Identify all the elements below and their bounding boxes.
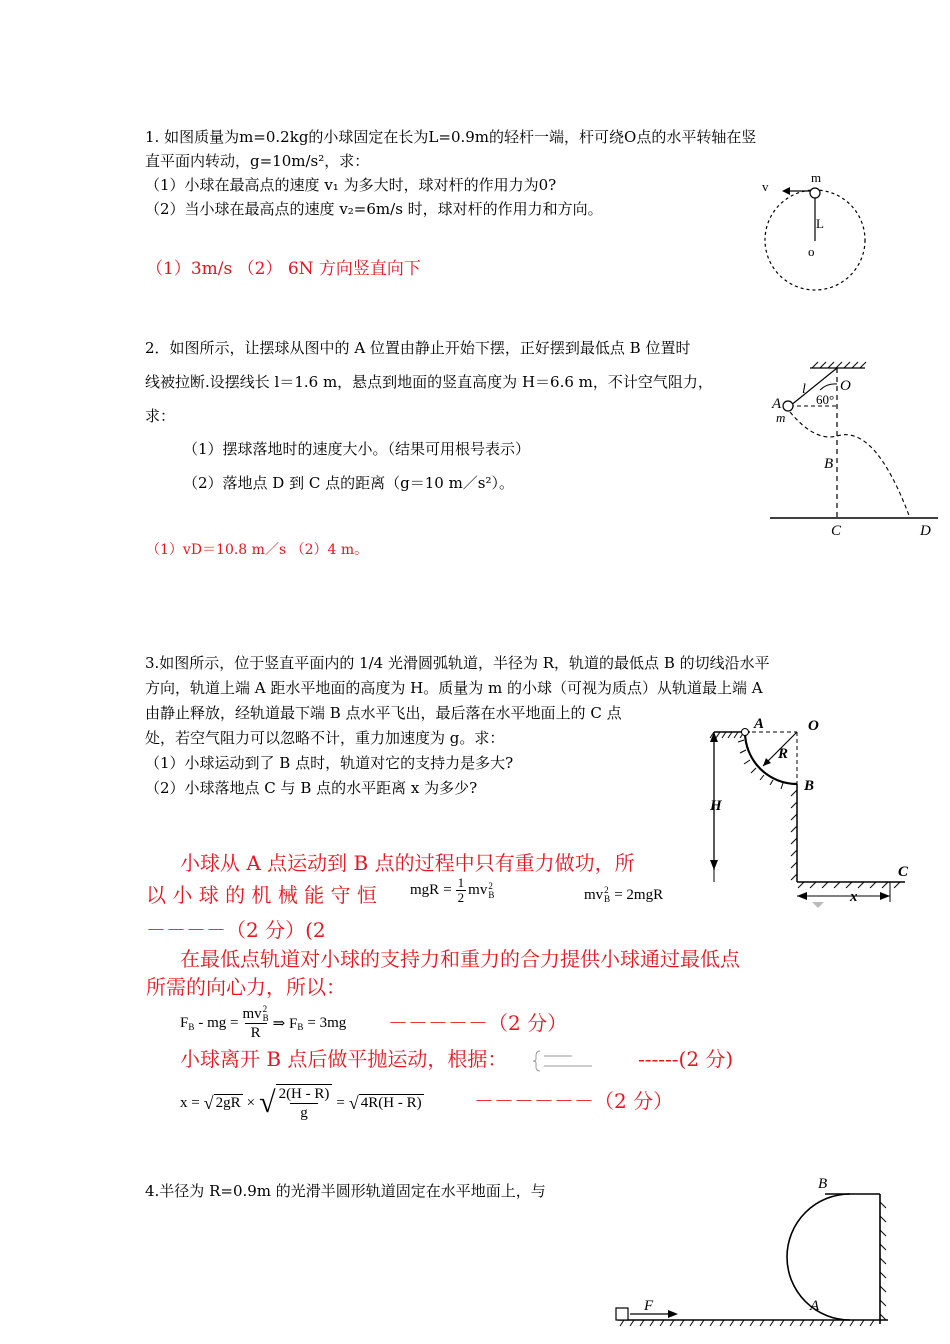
q3-score3: －－－－－－（2 分） (474, 1089, 674, 1113)
q3-eq2: mv 2 B = 2mgR (584, 885, 664, 904)
q2-figure (760, 360, 940, 542)
q4-label-F: F (644, 1298, 654, 1314)
q1-figure (750, 165, 880, 300)
q3-sub1: （1）小球运动到了 B 点时，轨道对它的支持力是多大? (145, 754, 514, 772)
q3-label-x: x (850, 889, 858, 905)
q3-eq3: F $_B$ - mg = mv 2 B R ⇒ F $_B$ = 3mg (180, 1003, 347, 1041)
q1-sub2: （2）当小球在最高点的速度 v₂=6m/s 时，球对杆的作用力和方向。 (145, 200, 603, 218)
q3-eq1: mgR = $\frac{1}{2}$ mv 2 B (410, 875, 495, 905)
q3-line3: 由静止释放，经轨道最下端 B 点水平飞出，最后落在水平地面上的 C 点 (145, 704, 622, 722)
q4-line1: 4.半径为 R=0.9m 的光滑半圆形轨道固定在水平地面上，与 (145, 1182, 546, 1200)
q2-label-D: D (920, 523, 931, 539)
q3-system-image (532, 1048, 632, 1074)
q2-label-angle: 60° (816, 392, 835, 407)
q4-label-A: A (810, 1298, 820, 1314)
q2-line1: 2．如图所示，让摆球从图中的 A 位置由静止开始下摆，正好摆到最低点 B 位置时 (145, 339, 691, 357)
q2-label-B: B (824, 456, 834, 472)
q4-block (616, 1308, 628, 1320)
q2-line2: 线被拉断.设摆线长 l＝1.6 m，悬点到地面的竖直高度为 H＝6.6 m，不计空气阻力， (145, 373, 713, 391)
q3-label-B: B (804, 778, 815, 794)
q1-ball (810, 188, 820, 198)
q4-label-B: B (818, 1176, 828, 1192)
q3-ans-line2: 以 小 球 的 机 械 能 守 恒 (146, 883, 377, 907)
q2-line3: 求： (145, 407, 176, 425)
q1-line1: 1. 如图质量为m=0.2kg的小球固定在长为L=0.9m的轻杆一端，杆可绕O点的水平转轴在竖 (145, 128, 757, 146)
q3-ans-line4: 在最低点轨道对小球的支持力和重力的合力提供小球通过最低点 (180, 947, 740, 971)
q4-figure (610, 1172, 900, 1332)
q2-answer: （1）vD＝10.8 m／s （2）4 m。 (146, 542, 369, 558)
q3-line1: 3.如图所示，位于竖直平面内的 1/4 光滑圆弧轨道，半径为 R，轨道的最低点 B 的切线沿水平 (145, 654, 770, 672)
q3-eq4: x = √ 2gR × √ $\frac{2(H - R)}{g}$ = √ 4R(H - R) (180, 1086, 422, 1121)
q2-label-l: l (802, 382, 806, 397)
q3-figure (700, 710, 920, 910)
q3-sub2: （2）小球落地点 C 与 B 点的水平距离 x 为多少? (145, 779, 478, 797)
q1-line2: 直平面内转动，g=10m/s²，求： (145, 152, 370, 170)
q3-line2: 方向，轨道上端 A 距水平地面的高度为 H。质量为 m 的小球（可视为质点）从轨道最上端 A (145, 679, 763, 697)
q3-ans-line6: 小球离开 B 点后做平抛运动，根据： (180, 1047, 508, 1071)
q3-ans-line3: －－－－（2 分）(2 (146, 918, 326, 942)
q3-label-A: A (754, 716, 765, 732)
q3-label-C: C (898, 864, 909, 880)
q2-label-C: C (831, 523, 842, 539)
q2-trajectory (837, 435, 910, 518)
q3-ans-line5: 所需的向心力，所以： (146, 975, 346, 999)
q2-swing-arc (790, 412, 837, 437)
q1-label-v: v (762, 179, 769, 194)
q2-label-m: m (776, 410, 786, 425)
q3-label-R: R (778, 746, 789, 762)
q1-sub1: （1）小球在最高点的速度 v₁ 为多大时，球对杆的作用力为0? (145, 176, 557, 194)
q1-answer: （1）3m/s （2） 6N 方向竖直向下 (146, 259, 421, 279)
q3-ans-line1: 小球从 A 点运动到 B 点的过程中只有重力做功，所 (180, 851, 635, 875)
q2-label-A: A (772, 396, 782, 412)
q1-label-o: o (808, 244, 815, 259)
q3-score1: －－－－－（2 分） (388, 1011, 568, 1035)
q3-score2: ------(2 分) (638, 1047, 734, 1071)
q1-label-L: L (816, 216, 824, 231)
q1-arrow-head (782, 187, 790, 195)
q2-sub1: （1）摆球落地时的速度大小。（结果可用根号表示） (183, 440, 531, 458)
q3-label-O: O (808, 718, 819, 734)
q1-label-m: m (811, 170, 822, 185)
q3-label-H: H (710, 798, 722, 814)
q2-sub2: （2）落地点 D 到 C 点的距离（g＝10 m／s²）。 (183, 474, 515, 492)
q3-line4: 处，若空气阻力可以忽略不计，重力加速度为 g。求： (145, 729, 505, 747)
q2-label-O: O (840, 378, 851, 394)
